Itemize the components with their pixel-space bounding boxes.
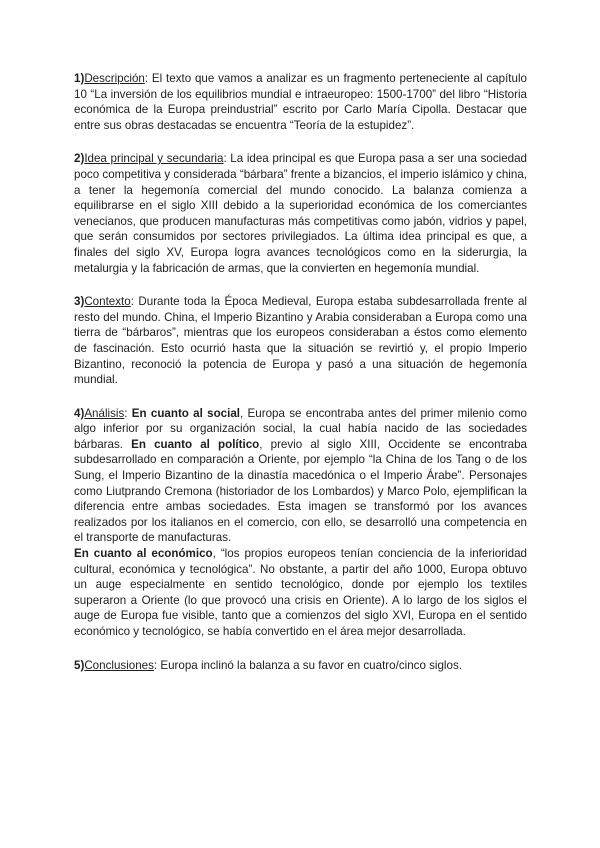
section-heading: Descripción bbox=[84, 72, 145, 85]
section-number: 2) bbox=[74, 152, 85, 166]
bold-phrase: En cuanto al económico bbox=[74, 547, 213, 561]
section-number: 5) bbox=[74, 658, 85, 672]
section-conclusiones bbox=[74, 658, 527, 674]
section-text: : bbox=[124, 406, 132, 420]
section-text: , previo al siglo XIII, Occidente se encontraba subdesarrollado en comparación a Oriente, por ejemplo “la China de los Tang o de los Sung, el Imperio Bizantino de la dinastía macedónica o el Imperio Árabe”. Personajes como Liutprando Cremona (historiador de los Lombardos) y Marco Polo, ejemplifican la diferencia entre ambas sociedades. Esta imagen se transformó por los avances realizados por los italianos en el comercio, con ello, se desarrolló una competencia en el transporte de manufacturas. bbox=[74, 437, 527, 545]
section-idea-principal bbox=[74, 151, 527, 276]
section-heading: Conclusiones bbox=[84, 658, 154, 672]
analisis-paragraph-1 bbox=[74, 406, 527, 546]
section-contexto bbox=[74, 294, 527, 388]
section-number: 1) bbox=[74, 72, 85, 85]
section-text: : Europa inclinó la balanza a su favor en cuatro/cinco siglos. bbox=[153, 658, 462, 672]
section-heading: Idea principal y secundaria bbox=[84, 152, 224, 166]
section-descripcion bbox=[74, 71, 527, 133]
section-text: : El texto que vamos a analizar es un fragmento perteneciente al capítulo 10 “La inversión de los equilibrios mundial e intraeuropeo: 1500-1700” del libro “Historia económica de la Europa preindustrial” escrito por Carlo María Cipolla. Destacar que entre sus obras destacadas se encuentra “Teoría de la estupidez”. bbox=[74, 72, 527, 132]
bold-phrase: En cuanto al social bbox=[131, 406, 241, 420]
section-analisis bbox=[74, 406, 527, 640]
analisis-paragraph-2 bbox=[74, 546, 527, 640]
section-number: 3) bbox=[74, 295, 85, 309]
section-text: : Durante toda la Época Medieval, Europa estaba subdesarrollada frente al resto del mundo. China, el Imperio Bizantino y Arabia consideraban a Europa como una tierra de “bárbaros”, mientras que los europeos consideraban a éstos como elemento de fascinación. Esto ocurrió hasta que la situación se revirtió y, el propio Imperio Bizantino, reconoció la potencia de Europa y pasó a una situación de hegemonía mundial. bbox=[74, 295, 527, 387]
section-number: 4) bbox=[74, 406, 85, 420]
section-heading: Contexto bbox=[84, 295, 131, 309]
section-text: , “los propios europeos tenían conciencia de la inferioridad cultural, económica y tecnológica”. No obstante, a partir del año 1000, Europa obtuvo un auge especialmente en sentido tecnológico, donde por ejemplo los textiles superaron a Oriente (lo que provocó una crisis en Oriente). A lo largo de los siglos el auge de Europa fue visible, tanto que a comienzos del siglo XVI, Europa en el sentido económico y tecnológico, se había convertido en el área mejor desarrollada. bbox=[74, 547, 527, 638]
section-heading: Análisis bbox=[84, 406, 125, 420]
section-text: , Europa se encontraba antes del primer milenio como algo inferior por su organización social, la cual había nacido de las sociedades bárbaras. bbox=[74, 406, 527, 451]
bold-phrase: En cuanto al político bbox=[131, 437, 260, 451]
section-text: : La idea principal es que Europa pasa a ser una sociedad poco competitiva y considerada “bárbara” frente a bizancios, el imperio islámico y china, a tener la hegemonía comercial del mundo conocido. La balanza comienza a equilibrarse en el siglo XIII debido a la superioridad económica de los comerciantes venecianos, que producen manufacturas más competitivas como jabón, vidrios y papel, que serán consumidos por sectores privilegiados. La última idea principal es que, a finales del siglo XV, Europa logra avances tecnológicos como en la siderurgia, la metalurgia y la fabricación de armas, que la convierten en hegemonía mundial. bbox=[74, 152, 527, 275]
